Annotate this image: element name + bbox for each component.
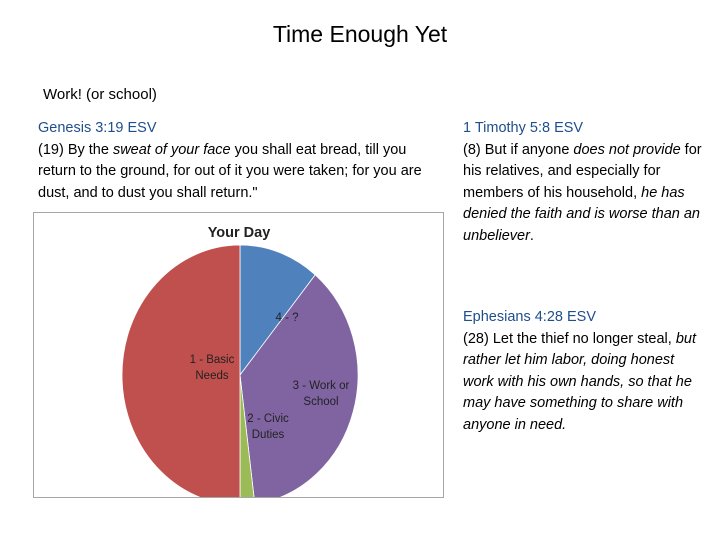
timothy-text-middle: for his relatives, and especially for members of his household,	[463, 141, 702, 201]
genesis-text-end: you shall eat bread, till you return to the ground, for out of it you were taken; for you are dust, and to dust you shall return."	[38, 141, 422, 201]
ephesians-text-start: (28) Let the thief no longer steal,	[463, 330, 676, 347]
genesis-emphasis: sweat of your face	[112, 141, 231, 158]
ephesians-emphasis: but rather let him labor, doing honest work with his own hands, so that he may have something to share with anyone in need.	[463, 330, 696, 433]
slide-title: Time Enough Yet	[272, 21, 448, 47]
your-day-pie-chart	[33, 212, 444, 498]
pie-slices	[122, 245, 358, 497]
pie-slice-label-3: 2 - Civic Duties	[247, 413, 289, 441]
genesis-text-start: (19) By the	[38, 141, 113, 158]
genesis-reference: Genesis 3:19 ESV	[38, 120, 157, 136]
pie-slice-label-4: 1 - Basic Needs	[189, 354, 235, 382]
pie-slice-label-2: 3 - Work or School	[292, 380, 350, 408]
ephesians-verse	[463, 307, 708, 436]
pie-slice-label-1: 4 - ?	[275, 312, 299, 324]
timothy-emphasis-2: he has denied the faith and is worse than an unbeliever	[463, 184, 700, 244]
timothy-text-start: (8) But if anyone	[463, 141, 574, 158]
timothy-text-end: .	[529, 227, 534, 244]
timothy-reference: 1 Timothy 5:8 ESV	[463, 120, 584, 136]
slide-subtitle: Work! (or school)	[43, 86, 157, 103]
timothy-emphasis-1: does not provide	[573, 141, 681, 158]
genesis-verse	[38, 118, 448, 204]
pie-chart-canvas	[34, 213, 443, 497]
chart-title: Your Day	[207, 225, 271, 241]
timothy-verse	[463, 118, 708, 247]
ephesians-reference: Ephesians 4:28 ESV	[463, 309, 597, 325]
